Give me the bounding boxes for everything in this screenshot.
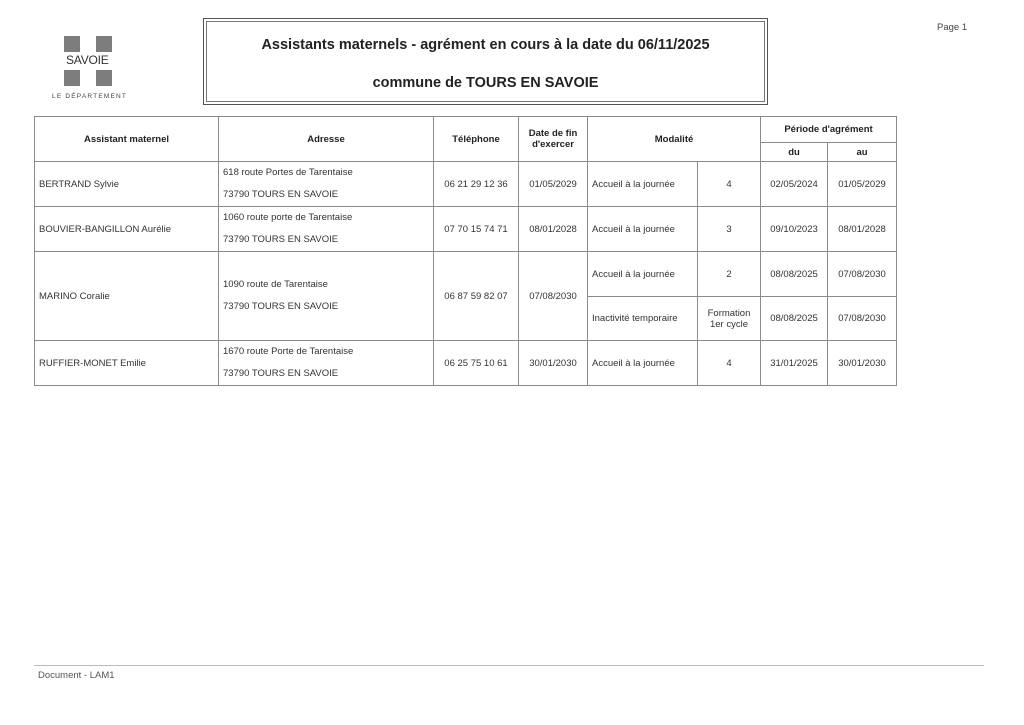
address-line: 73790 TOURS EN SAVOIE	[223, 301, 339, 312]
table-row	[35, 207, 897, 252]
address-cell	[219, 207, 434, 252]
page-number: Page 1	[937, 22, 968, 33]
header-adresse: Adresse	[219, 117, 434, 162]
header-modalite: Modalité	[588, 117, 761, 162]
address-line: 1060 route porte de Tarentaise	[223, 212, 353, 223]
header-au: au	[828, 143, 897, 162]
logo-square	[96, 36, 112, 52]
phone: 06 87 59 82 07	[434, 252, 519, 341]
modalite-count: 2	[698, 252, 761, 297]
agrement-table	[34, 116, 897, 386]
page-title: Assistants maternels - agrément en cours à la date du 06/11/2025	[261, 37, 710, 53]
date-fin: 01/05/2029	[519, 162, 588, 207]
periode-au: 30/01/2030	[828, 341, 897, 386]
footer-divider	[34, 665, 984, 666]
assistant-name: BERTRAND Sylvie	[35, 162, 219, 207]
modalite-label: Accueil à la journée	[588, 162, 698, 207]
address-line: 1670 route Porte de Tarentaise	[223, 346, 354, 357]
periode-au: 07/08/2030	[828, 252, 897, 297]
date-fin: 07/08/2030	[519, 252, 588, 341]
logo-tagline: LE DÉPARTEMENT	[52, 93, 128, 100]
modalite-label: Accueil à la journée	[588, 252, 698, 297]
header-date-fin: Date de fin d'exercer	[519, 117, 588, 162]
modalite-count: 4	[698, 341, 761, 386]
logo-word: SAVOIE	[66, 53, 109, 67]
modalite-count: 4	[698, 162, 761, 207]
periode-du: 31/01/2025	[761, 341, 828, 386]
header-periode: Période d'agrément	[761, 117, 897, 143]
address-cell	[219, 162, 434, 207]
table-row	[35, 252, 897, 297]
modalite-count: 3	[698, 207, 761, 252]
assistant-name: BOUVIER-BANGILLON Aurélie	[35, 207, 219, 252]
logo-square	[64, 36, 80, 52]
title-box	[203, 18, 768, 105]
page-subtitle: commune de TOURS EN SAVOIE	[372, 75, 599, 91]
date-fin: 30/01/2030	[519, 341, 588, 386]
header-du: du	[761, 143, 828, 162]
periode-au: 07/08/2030	[828, 297, 897, 341]
table-row	[35, 162, 897, 207]
phone: 06 25 75 10 61	[434, 341, 519, 386]
modalite-label: Inactivité temporaire	[588, 297, 698, 341]
header-telephone: Téléphone	[434, 117, 519, 162]
modalite-label: Accueil à la journée	[588, 207, 698, 252]
periode-du: 02/05/2024	[761, 162, 828, 207]
address-cell	[219, 252, 434, 341]
modalite-count: Formation 1er cycle	[698, 297, 761, 341]
assistant-name: MARINO Coralie	[35, 252, 219, 341]
logo-square	[96, 70, 112, 86]
address-line: 1090 route de Tarentaise	[223, 279, 328, 290]
phone: 07 70 15 74 71	[434, 207, 519, 252]
address-line: 73790 TOURS EN SAVOIE	[223, 368, 339, 379]
periode-du: 08/08/2025	[761, 297, 828, 341]
modalite-label: Accueil à la journée	[588, 341, 698, 386]
footer-text: Document - LAM1	[38, 670, 115, 681]
date-fin: 08/01/2028	[519, 207, 588, 252]
address-cell	[219, 341, 434, 386]
phone: 06 21 29 12 36	[434, 162, 519, 207]
address-line: 73790 TOURS EN SAVOIE	[223, 189, 339, 200]
table-row	[35, 341, 897, 386]
logo-square	[64, 70, 80, 86]
header-assistant: Assistant maternel	[35, 117, 219, 162]
periode-au: 08/01/2028	[828, 207, 897, 252]
address-line: 73790 TOURS EN SAVOIE	[223, 234, 339, 245]
address-line: 618 route Portes de Tarentaise	[223, 167, 353, 178]
periode-du: 08/08/2025	[761, 252, 828, 297]
assistant-name: RUFFIER-MONET Emilie	[35, 341, 219, 386]
periode-du: 09/10/2023	[761, 207, 828, 252]
periode-au: 01/05/2029	[828, 162, 897, 207]
